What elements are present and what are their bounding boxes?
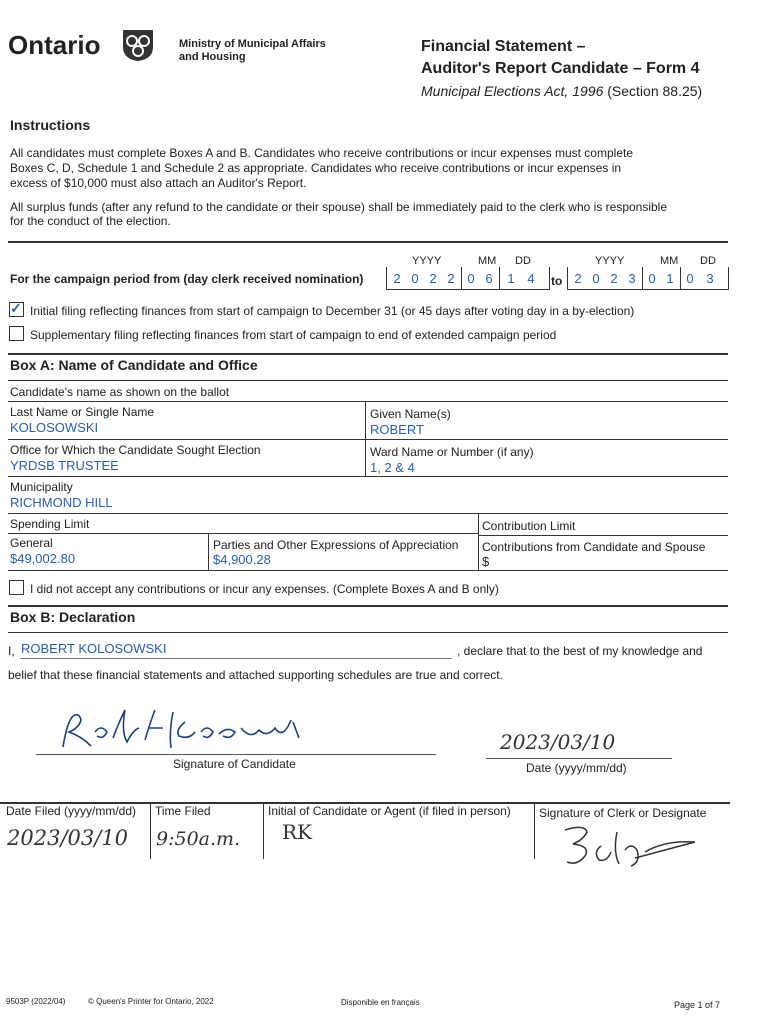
to-yyyy-label: YYYY: [595, 255, 625, 267]
clerk-signature: [555, 822, 715, 872]
to-mm-label: MM: [660, 255, 679, 267]
from-yyyy-label: YYYY: [412, 255, 442, 267]
divider: [8, 513, 728, 514]
divider: [8, 570, 728, 571]
divider: [8, 476, 728, 477]
field-separator: [534, 803, 535, 859]
date-separator: [461, 267, 462, 289]
office-field[interactable]: YRDSB TRUSTEE: [10, 458, 119, 473]
ontario-logo-text: Ontario: [8, 30, 101, 60]
form-subtitle: [421, 83, 702, 99]
from-digit: 1: [507, 271, 515, 286]
declarant-name-field[interactable]: ROBERT KOLOSOWSKI: [21, 641, 167, 656]
from-digit: 0: [411, 271, 419, 286]
declaration-text: , declare that to the best of my knowledge and: [457, 644, 703, 658]
initial-field[interactable]: RK: [282, 820, 312, 844]
check-mark-icon: ✓: [10, 300, 22, 316]
belief-text: belief that these financial statements and attached supporting schedules are true and correct.: [8, 668, 503, 682]
from-mm-label: MM: [478, 255, 497, 267]
divider: [8, 353, 728, 355]
last-name-field[interactable]: KOLOSOWSKI: [10, 420, 99, 435]
ministry-name-line1: Ministry of Municipal Affairs: [179, 38, 326, 50]
supplementary-filing-checkbox[interactable]: [9, 326, 24, 341]
instructions-p2-line2: for the conduct of the election.: [10, 214, 171, 228]
date-line: [486, 758, 672, 759]
instructions-p1-line3: excess of $10,000 must also attach an Auditor's Report.: [10, 176, 307, 190]
general-label: General: [10, 536, 53, 550]
municipality-label: Municipality: [10, 480, 73, 494]
date-separator: [642, 267, 643, 289]
parties-label: Parties and Other Expressions of Appreciation: [213, 538, 459, 552]
act-name: Municipal Elections Act, 1996: [421, 83, 604, 99]
ballot-name-label: Candidate's name as shown on the ballot: [10, 385, 230, 399]
from-digit: 2: [429, 271, 437, 286]
date-filed-label: Date Filed (yyyy/mm/dd): [6, 804, 137, 818]
from-digit: 6: [485, 271, 493, 286]
box-b-heading: Box B: Declaration: [10, 609, 136, 625]
initial-filing-label: Initial filing reflecting finances from start of campaign to December 31 (or 45 days after voting day in a by-election): [30, 304, 635, 318]
divider: [8, 401, 728, 402]
campaign-period-label: For the campaign period from (day clerk received nomination): [10, 272, 364, 286]
office-label: Office for Which the Candidate Sought Election: [10, 443, 261, 457]
from-digit: 4: [527, 271, 535, 286]
instructions-p2-line1: All surplus funds (after any refund to the candidate or their spouse) shall be immediately paid to the clerk who is responsible: [10, 200, 668, 214]
general-value[interactable]: $49,002.80: [10, 551, 76, 566]
to-digit: 1: [666, 271, 674, 286]
ward-field[interactable]: 1, 2 & 4: [370, 460, 415, 475]
form-title-line2: Auditor's Report Candidate – Form 4: [421, 60, 700, 77]
initial-filing-checkbox[interactable]: [9, 302, 24, 317]
contrib-from-label: Contributions from Candidate and Spouse: [482, 540, 706, 554]
to-digit: 0: [592, 271, 600, 286]
from-digit: 0: [467, 271, 475, 286]
municipality-field[interactable]: RICHMOND HILL: [10, 495, 113, 510]
copyright: © Queen's Printer for Ontario, 2022: [88, 997, 214, 1006]
no-contributions-checkbox[interactable]: [9, 580, 24, 595]
time-filed-field[interactable]: 9:50a.m.: [156, 828, 241, 850]
form-title-line1: Financial Statement –: [421, 38, 586, 55]
signature-line: [36, 754, 436, 755]
from-digit: 2: [447, 271, 455, 286]
given-name-field[interactable]: ROBERT: [370, 422, 424, 437]
last-name-label: Last Name or Single Name: [10, 405, 155, 419]
trillium-logo-icon: [120, 27, 156, 63]
contrib-value[interactable]: $: [482, 554, 490, 569]
to-digit: 2: [574, 271, 582, 286]
to-word: to: [551, 274, 563, 288]
to-digit: 0: [686, 271, 694, 286]
candidate-signature: [55, 702, 315, 758]
spending-limit-label: Spending Limit: [10, 517, 90, 531]
declaration-date-field[interactable]: 2023/03/10: [500, 730, 616, 754]
box-a-heading: Box A: Name of Candidate and Office: [10, 357, 258, 373]
clerk-signature-label: Signature of Clerk or Designate: [539, 806, 707, 820]
supplementary-filing-label: Supplementary filing reflecting finances from start of campaign to end of extended campaign period: [30, 328, 557, 342]
act-section: (Section 88.25): [607, 83, 703, 99]
to-digit: 2: [610, 271, 618, 286]
date-label: Date (yyyy/mm/dd): [526, 761, 627, 775]
from-dd-label: DD: [515, 255, 531, 267]
ministry-name-line2: and Housing: [179, 51, 246, 63]
field-separator: [478, 514, 479, 570]
ward-label: Ward Name or Number (if any): [370, 445, 534, 459]
signature-label: Signature of Candidate: [173, 757, 296, 771]
to-dd-label: DD: [700, 255, 716, 267]
time-filed-label: Time Filed: [155, 804, 211, 818]
page-number: Page 1 of 7: [674, 1000, 721, 1010]
parties-value[interactable]: $4,900.28: [213, 552, 271, 567]
to-digit: 3: [706, 271, 714, 286]
date-separator: [499, 267, 500, 289]
given-name-label: Given Name(s): [370, 407, 451, 421]
to-date-field[interactable]: [567, 267, 729, 290]
to-digit: 3: [628, 271, 636, 286]
divider: [8, 632, 728, 633]
field-separator: [150, 803, 151, 859]
from-date-field[interactable]: [386, 267, 550, 290]
divider: [8, 533, 478, 534]
french-availability-link[interactable]: Disponible en français: [341, 998, 420, 1007]
date-separator: [680, 267, 681, 289]
divider: [8, 605, 728, 607]
field-separator: [263, 803, 264, 859]
instructions-heading: Instructions: [10, 117, 91, 133]
divider: [8, 439, 728, 440]
initial-label: Initial of Candidate or Agent (if filed in person): [268, 804, 511, 818]
divider: [478, 535, 728, 536]
declaration-prefix: I,: [8, 644, 15, 658]
form-code: 9503P (2022/04): [6, 997, 66, 1006]
no-contributions-label: I did not accept any contributions or incur any expenses. (Complete Boxes A and B only): [30, 582, 499, 596]
instructions-p1-line1: All candidates must complete Boxes A and B. Candidates who receive contributions or incur expenses must complete: [10, 146, 633, 160]
divider: [8, 380, 728, 381]
declarant-underline: [20, 658, 452, 659]
from-digit: 2: [393, 271, 401, 286]
date-filed-field[interactable]: 2023/03/10: [7, 826, 129, 850]
instructions-p1-line2: Boxes C, D, Schedule 1 and Schedule 2 as appropriate. Candidates who receive contributions or incur expenses in: [10, 161, 622, 175]
divider: [8, 241, 728, 243]
contribution-limit-label: Contribution Limit: [482, 519, 576, 533]
field-separator: [208, 534, 209, 570]
to-digit: 0: [648, 271, 656, 286]
